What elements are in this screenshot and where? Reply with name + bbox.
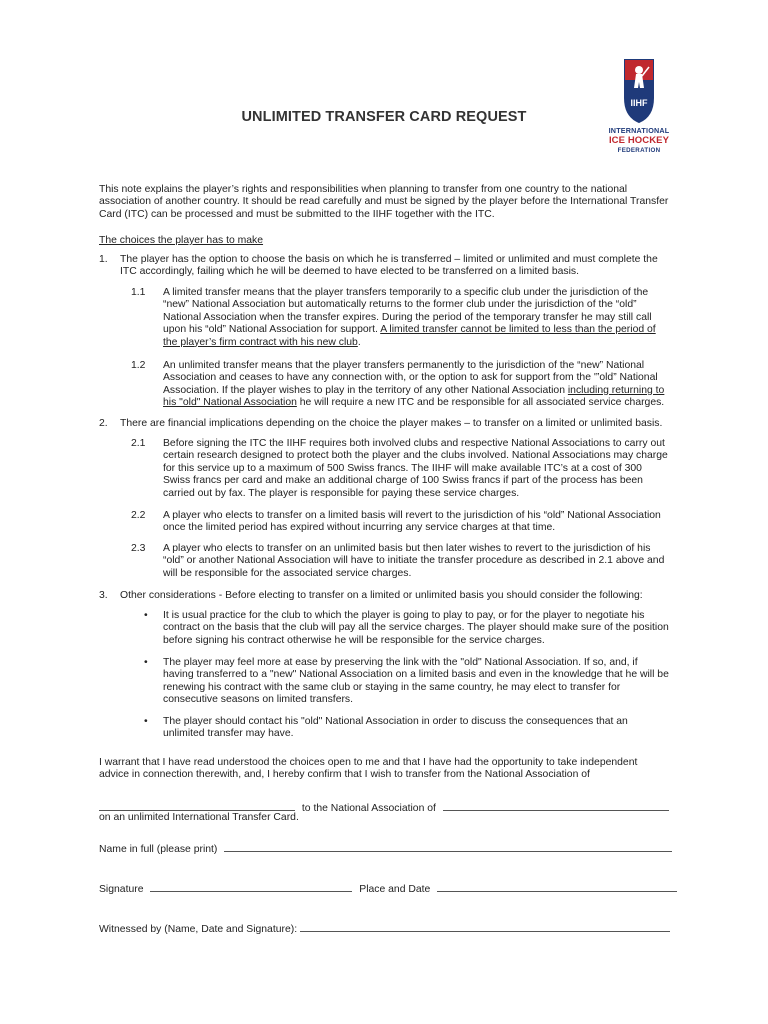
on-card-text: on an unlimited International Transfer Card. — [99, 812, 299, 823]
name-row — [99, 841, 672, 856]
iihf-shield-icon — [622, 58, 656, 124]
to-na-field[interactable] — [443, 800, 669, 811]
warranty-paragraph: I warrant that I have read understood the choices open to me and that I have had the opportunity to take independent advice in connection therewith, and, I hereby confirm that I wish to transfer from the National Association of — [99, 757, 638, 781]
iihf-logo — [598, 56, 680, 160]
item-1-2-body: An unlimited transfer means that the player transfers permanently to the jurisdiction of the “new” National Association and ceases to have any connection with, or the option to ask for support from the '”old” National Association. If the player wishes to play in the territory of any other National Association — [163, 360, 658, 396]
item-2-number: 2. — [99, 418, 108, 429]
item-1-1-text — [163, 287, 669, 349]
section-heading: The choices the player has to make — [99, 235, 264, 246]
logo-line-1: INTERNATIONAL — [608, 126, 670, 135]
item-2-1-text: Before signing the ITC the IIHF requires both involved clubs and respective National Associations to carry out certain research designed to protect both the player and the clubs involved. National Associations may charge for this service up to a maximum of 500 Swiss francs. The IIHF will make available ITC’s at a cost of 300 Swiss francs per card and make an additional charge of 100 Swiss francs if part of the process has been carried out by fax. The player is responsible for paying these service charges. — [163, 438, 668, 499]
from-na-field[interactable] — [99, 800, 295, 811]
item-1-number: 1. — [99, 254, 108, 265]
to-na-label: to the National Association of — [301, 803, 436, 814]
witnessed-label: Witnessed by (Name, Date and Signature): — [99, 924, 298, 935]
item-3-number: 3. — [99, 590, 108, 601]
item-1-text: The player has the option to choose the basis on which he is transferred – limited or unlimited and must complete the ITC accordingly, failing which he will be deemed to have elected to be transferred on a limited basis. — [120, 254, 658, 278]
item-1-1-underlined: A limited transfer cannot be limited to less than the period of the player’s firm contract with his new club — [163, 324, 656, 348]
name-label: Name in full (please print) — [99, 844, 218, 855]
intro-paragraph: This note explains the player’s rights and responsibilities when planning to transfer from one country to the national association of another country. It should be read carefully and must be signed by the player before the International Transfer Card (ITC) can be processed and must be submitted to the IIHF together with the ITC. — [99, 184, 669, 220]
item-3-text: Other considerations - Before electing to transfer on a limited or unlimited basis you should consider the following: — [120, 590, 643, 601]
bullet-3-text: The player should contact his "old" National Association in order to discuss the consequences that an unlimited transfer may have. — [163, 716, 628, 740]
item-2-2-number: 2.2 — [131, 510, 146, 521]
logo-line-3: FEDERATION — [617, 147, 661, 154]
item-2-text: There are financial implications depending on the choice the player makes – to transfer on a limited or unlimited basis. — [120, 418, 663, 429]
item-1-1-body: A limited transfer means that the player transfers temporarily to a specific club under the jurisdiction of the “new” National Association but automatically returns to the former club under the jurisdiction of the “old” National Association when the transfer expires. During the period of the temporary transfer he may still call upon his “old” National Association for support. — [163, 287, 652, 336]
place-date-label: Place and Date — [359, 884, 431, 895]
name-field[interactable] — [224, 841, 672, 852]
document-title: UNLIMITED TRANSFER CARD REQUEST — [241, 109, 527, 125]
item-1-2-text — [163, 360, 669, 410]
item-1-1-number: 1.1 — [131, 287, 146, 298]
item-1-2-underlined: including returning to his "old" National Association — [163, 384, 665, 409]
place-date-field[interactable] — [437, 881, 677, 892]
bullet-2-text: The player may feel more at ease by preserving the link with the "old" National Association. If so, and, if having transferred to a "new" National Association on a limited basis and even in the knowledge that he will be renewing his contract with the same club or staying in the same country, he may elect to transfer for consecutive seasons on limited transfers. — [163, 657, 669, 706]
bullet-1-symbol: • — [144, 610, 148, 621]
logo-line-2: ICE HOCKEY — [608, 135, 670, 146]
witness-field[interactable] — [300, 921, 670, 932]
bullet-2-symbol: • — [144, 657, 148, 668]
item-1-1-after: . — [357, 336, 361, 348]
item-2-2-text: A player who elects to transfer on a limited basis will revert to the jurisdiction of his “old” National Association once the limited period has expired without incurring any service charges at that time. — [163, 510, 661, 534]
signature-field[interactable] — [150, 881, 352, 892]
bullet-1-text: It is usual practice for the club to which the player is going to play to pay, or for the player to negotiate his contract on the basis that the club will pay all the service charges. The player should make sure of the position before signing his contract otherwise he will be responsible for the service charges. — [163, 610, 669, 646]
logo-mark-text: IIHF — [630, 98, 648, 108]
bullet-3-symbol: • — [144, 716, 148, 727]
signature-row — [99, 881, 677, 896]
item-2-3-number: 2.3 — [131, 543, 146, 554]
witness-row — [99, 921, 670, 936]
item-1-2-after: he will require a new ITC and be responsible for all associated service charges. — [296, 397, 665, 409]
item-2-1-number: 2.1 — [131, 438, 146, 449]
item-1-2-number: 1.2 — [131, 360, 146, 371]
item-2-3-text: A player who elects to transfer on an unlimited basis but then later wishes to revert to the jurisdiction of his “old” or another National Association will have to initiate the transfer procedure as described in 2.1 above and will be responsible for the associated service charges. — [163, 543, 665, 579]
signature-label: Signature — [99, 884, 144, 895]
